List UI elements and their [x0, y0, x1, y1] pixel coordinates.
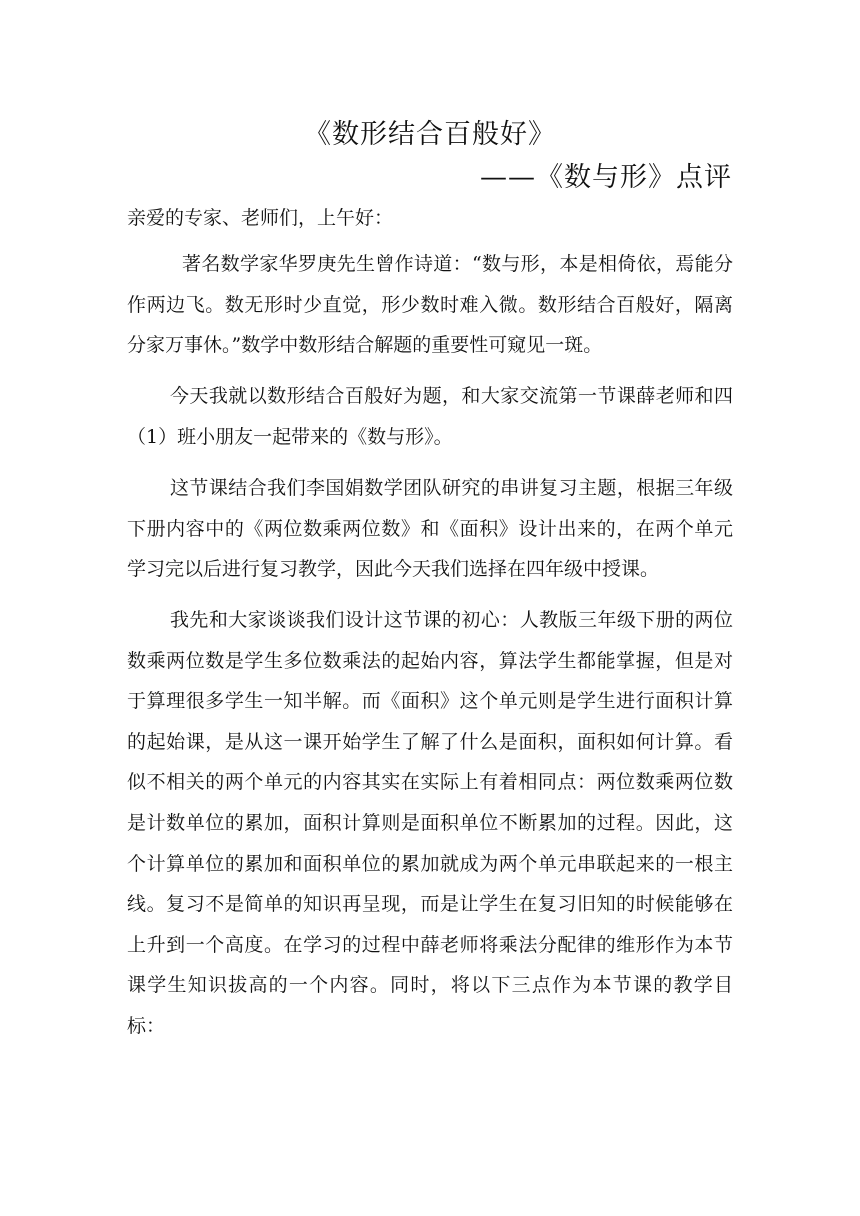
paragraph-topic-intro: 今天我就以数形结合百般好为题，和大家交流第一节课薛老师和四（1）班小朋友一起带来的《数与形》。 [127, 385, 733, 448]
paragraph-poem-quote: 著名数学家华罗庚先生曾作诗道：“数与形，本是相倚依，焉能分作两边飞。数无形时少直觉，形少数时难入微。数形结合百般好，隔离分家万事休。”数学中数形结合解题的重要性可窥见一斑。 [127, 253, 733, 357]
paragraph-lesson-background: 这节课结合我们李国娟数学团队研究的串讲复习主题，根据三年级下册内容中的《两位数乘两位数》和《面积》设计出来的，在两个单元学习完以后进行复习教学，因此今天我们选择在四年级中授课。 [127, 477, 733, 581]
paragraph-design-intent: 我先和大家谈谈我们设计这节课的初心：人教版三年级下册的两位数乘两位数是学生多位数乘法的起始内容，算法学生都能掌握，但是对于算理很多学生一知半解。而《面积》这个单元则是学生进行面积计算的起始课，是从这一课开始学生了解了什么是面积，面积如何计算。看似不相关的两个单元的内容其实在实际上有着相同点：两位数乘两位数是计数单位的累加，面积计算则是面积单位不断累加的过程。因此，这个计算单位的累加和面积单位的累加就成为两个单元串联起来的一根主线。复习不是简单的知识再呈现，而是让学生在复习旧知的时候能够在上升到一个高度。在学习的过程中薛老师将乘法分配律的维形作为本节课学生知识拔高的一个内容。同时，将以下三点作为本节课的教学目标： [127, 609, 733, 1037]
salutation: 亲爱的专家、老师们，上午好： [127, 207, 394, 229]
document-title: 《数形结合百般好》 [304, 119, 556, 150]
document-subtitle: ——《数与形》点评 [480, 162, 732, 193]
